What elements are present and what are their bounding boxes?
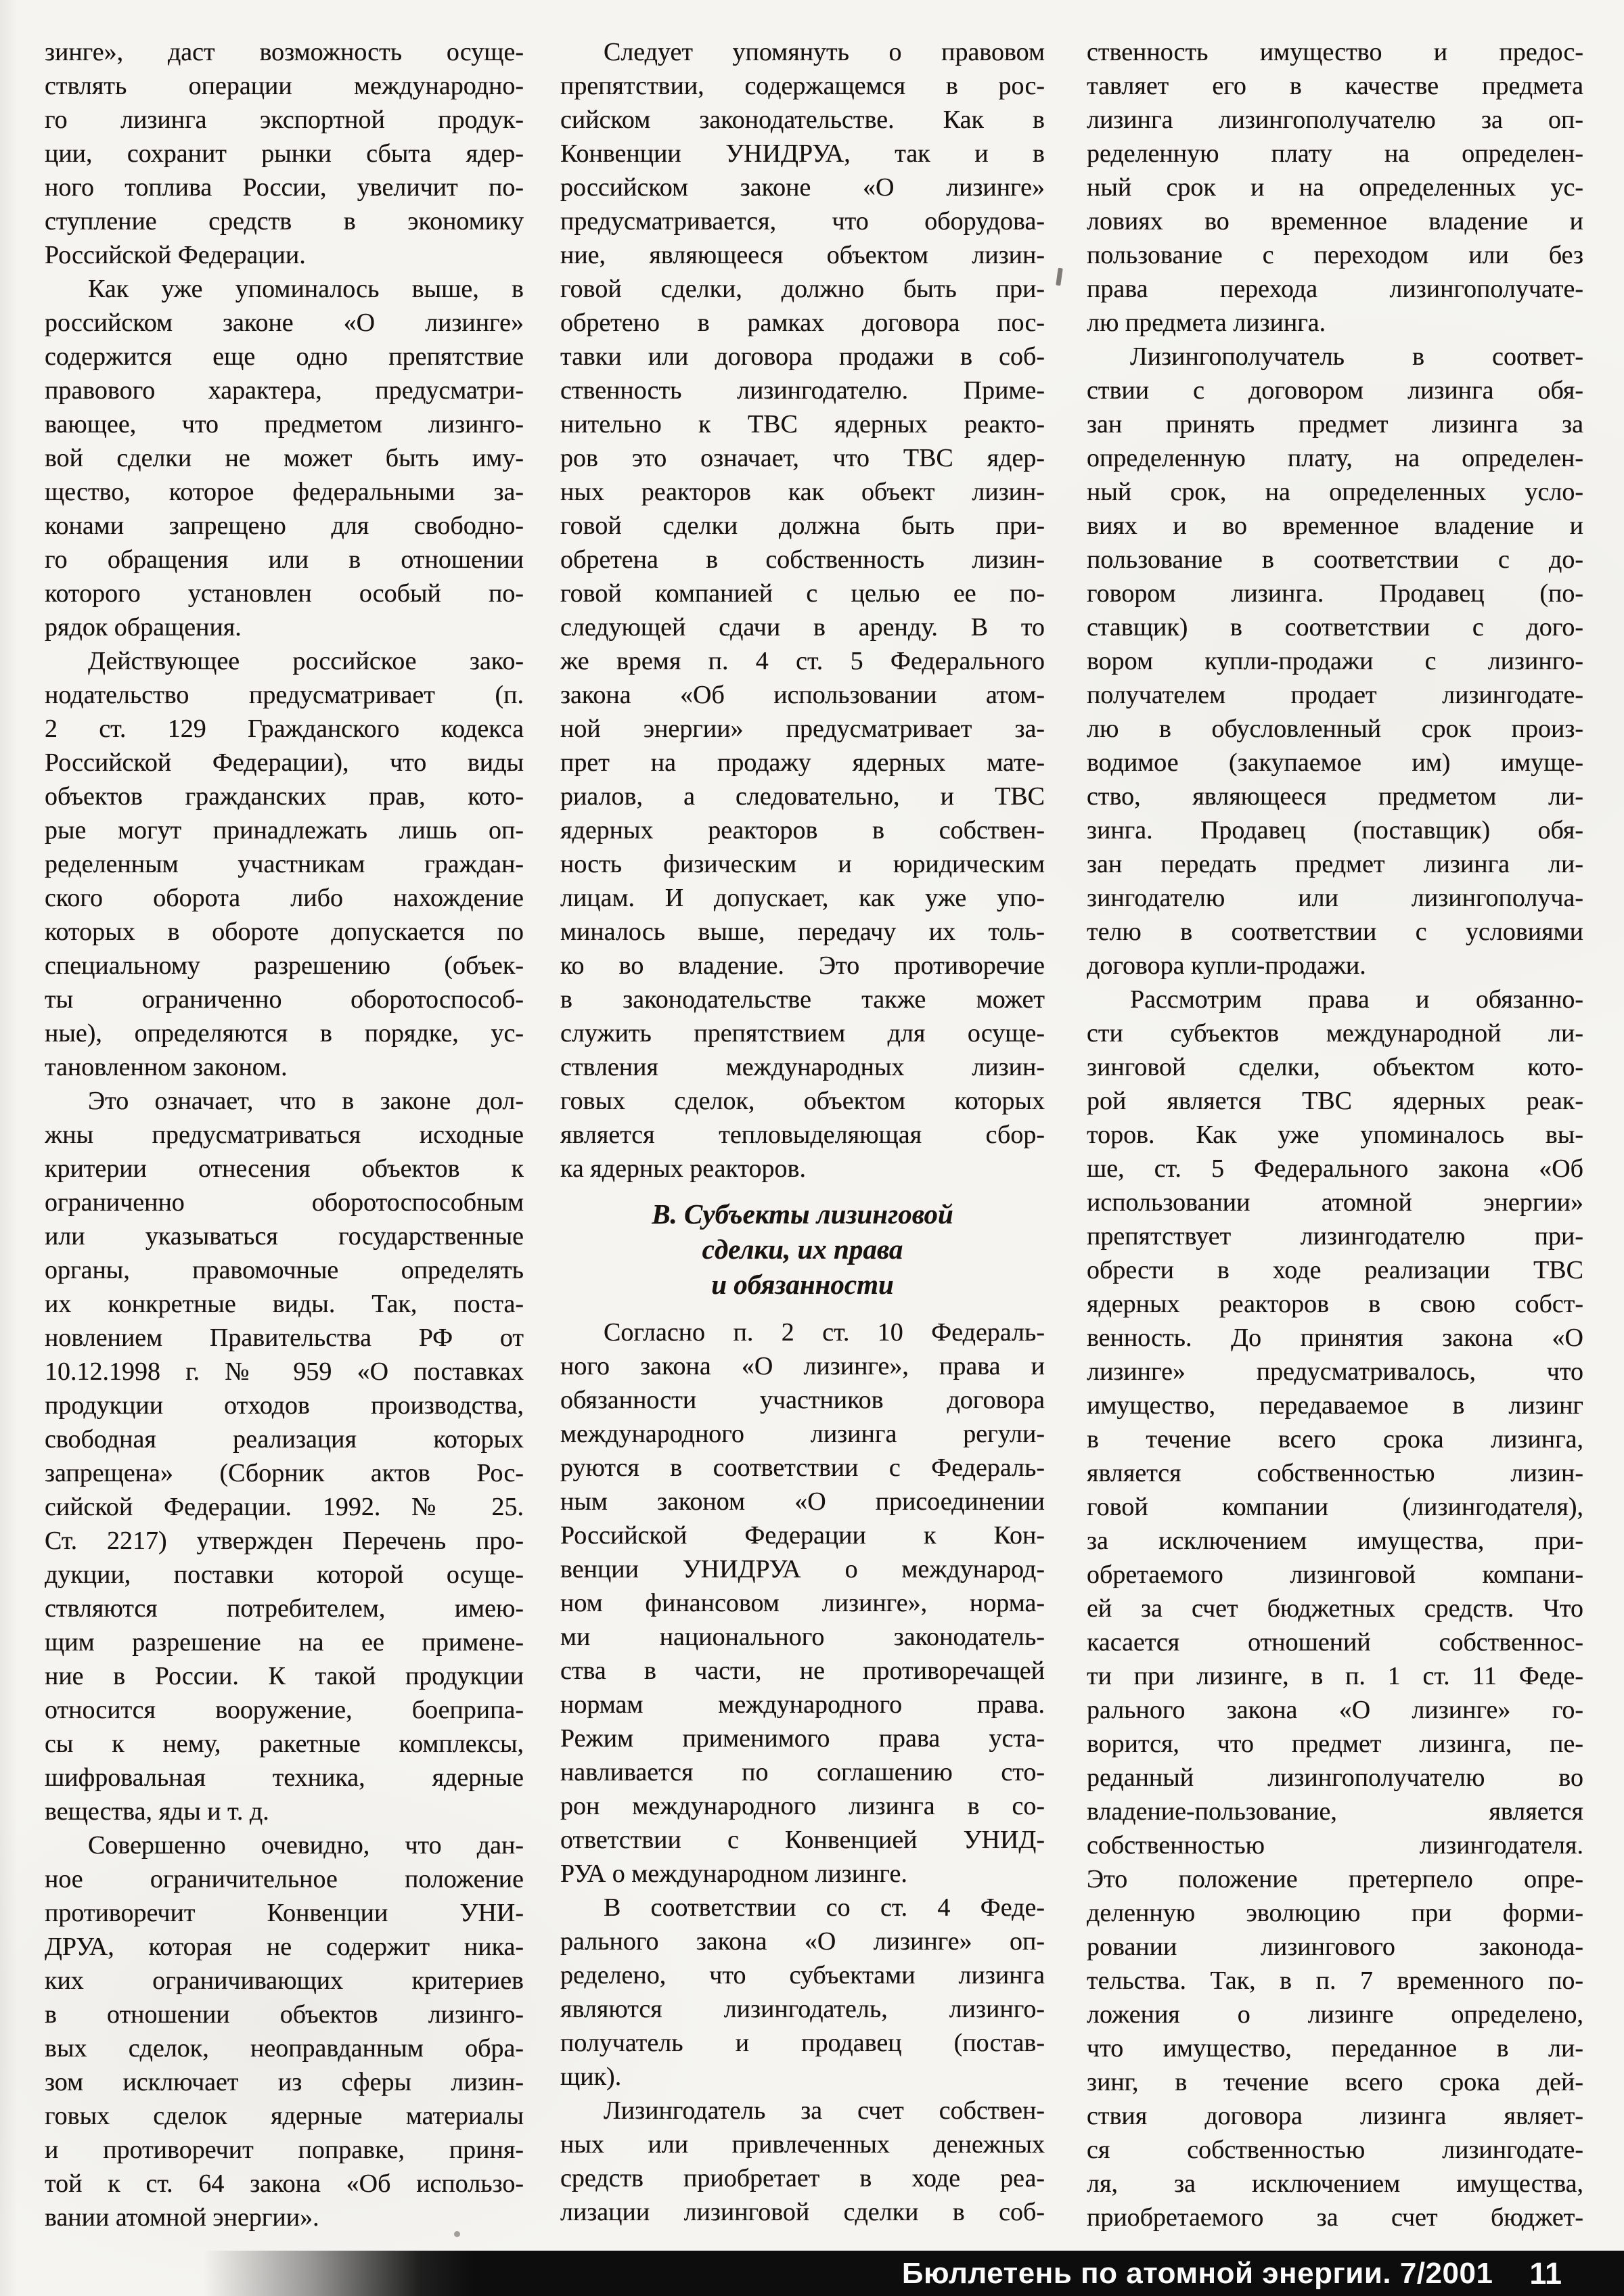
text-line: лизинге» предусматривалось, что [1087, 1357, 1583, 1386]
text-line: ции, сохранит рынки сбыта ядер- [45, 139, 524, 168]
text-line: препятствует лизингодателю при- [1087, 1222, 1583, 1251]
text-line: ложения о лизинге определено, [1087, 2000, 1583, 2029]
text-line: тельства. Так, в п. 7 временного по- [1087, 1966, 1583, 1995]
text-line: ный срок и на определенных ус- [1087, 173, 1583, 202]
text-line: в отношении объектов лизинго- [45, 2000, 524, 2029]
text-line: ном финансовом лизинге», норма- [560, 1589, 1045, 1617]
text-line: телю в соответствии с условиями [1087, 918, 1583, 946]
text-line: международного лизинга регули- [560, 1420, 1045, 1448]
text-line: Это означает, что в законе дол- [88, 1087, 524, 1115]
text-line: Российской Федерации. [45, 241, 306, 269]
text-line: или указываться государственные [45, 1222, 524, 1251]
text-line: щик). [560, 2063, 622, 2091]
text-line: ной энергии» предусматривает за- [560, 715, 1045, 743]
page-number: 11 [1529, 2255, 1562, 2291]
text-column-1 [45, 35, 524, 2234]
text-line: зингодателю или лизингополуча- [1087, 884, 1583, 912]
text-line: свободная реализация которых [45, 1425, 524, 1454]
paragraph [560, 1315, 1045, 1891]
text-line: сийской Федерации. 1992. № 25. [45, 1493, 524, 1521]
text-line: договора купли-продажи. [1087, 951, 1366, 980]
text-line: говой сделки должна быть при- [560, 512, 1045, 540]
text-line: использовании атомной энергии» [1087, 1188, 1583, 1217]
text-line: вором купли-продажи с лизинго- [1087, 647, 1583, 675]
text-line: ядерных реакторов в свою собст- [1087, 1290, 1583, 1318]
text-line: лизации лизинговой сделки в соб- [560, 2198, 1045, 2226]
text-line: ского оборота либо нахождение [45, 884, 524, 912]
text-line: навливается по соглашению сто- [560, 1758, 1045, 1786]
text-line: приобретаемого за счет бюджет- [1087, 2203, 1583, 2232]
text-line: обрести в ходе реализации ТВС [1087, 1256, 1583, 1284]
text-line: РУА о международном лизинге. [560, 1860, 907, 1888]
text-line: ми национального законодатель- [560, 1623, 1045, 1651]
text-line: получатель и продавец (постав- [560, 2029, 1045, 2057]
text-line: 10.12.1998 г. № 959 «О поставках [45, 1357, 524, 1386]
text-line: дукции, поставки которой осуще- [45, 1560, 524, 1589]
text-line: ределенную плату на определен- [1087, 139, 1583, 168]
text-line: относится вооружение, боеприпа- [45, 1696, 524, 1724]
text-line: пользование с переходом или без [1087, 241, 1583, 269]
text-line: ределенным участникам граждан- [45, 850, 524, 878]
text-line: зинге», даст возможность осуще- [45, 38, 524, 66]
text-line: ные), определяются в порядке, ус- [45, 1019, 524, 1048]
text-line: ко во владение. Это противоречие [560, 951, 1045, 980]
text-line: риалов, а следовательно, и ТВС [560, 782, 1045, 811]
text-line: в законодательстве также может [560, 985, 1045, 1014]
text-line: является собственностью лизин- [1087, 1459, 1583, 1487]
text-line: лизинга лизингополучателю за оп- [1087, 106, 1583, 134]
paragraph [45, 1828, 524, 2234]
text-line: в течение всего срока лизинга, [1087, 1425, 1583, 1454]
text-line: Режим применимого права уста- [560, 1724, 1045, 1753]
text-line: 2 ст. 129 Гражданского кодекса [45, 715, 524, 743]
text-line: рального закона «О лизинге» го- [1087, 1696, 1583, 1724]
section-heading [560, 1196, 1045, 1302]
text-line: деленную эволюцию при форми- [1087, 1899, 1583, 1927]
paragraph [1087, 35, 1583, 340]
text-line: которого установлен особый по- [45, 579, 524, 608]
text-line: ность физическим и юридическим [560, 850, 1045, 878]
text-line: имущество, передаваемое в лизинг [1087, 1391, 1583, 1420]
text-line: лю в обусловленный срок произ- [1087, 715, 1583, 743]
text-line: ствии с договором лизинга обя- [1087, 376, 1583, 405]
text-line: жны предусматриваться исходные [45, 1121, 524, 1149]
text-line: ступление средств в экономику [45, 207, 524, 235]
text-line: ствия договора лизинга являет- [1087, 2102, 1583, 2130]
text-line: ного топлива России, увеличит по- [45, 173, 524, 202]
text-line: го лизинга экспортной продук- [45, 106, 524, 134]
text-line: ДРУА, которая не содержит ника- [45, 1933, 524, 1961]
text-line: являются лизингодатель, лизинго- [560, 1995, 1045, 2023]
text-line: новлением Правительства РФ от [45, 1324, 524, 1352]
heading-line: В. Субъекты лизинговой [652, 1198, 953, 1230]
text-line: органы, правомочные определять [45, 1256, 524, 1284]
text-line: говой компании (лизингодателя), [1087, 1493, 1583, 1521]
text-line: вающее, что предметом лизинго- [45, 410, 524, 438]
text-line: Это положение претерпело опре- [1087, 1865, 1583, 1893]
text-line: миналось выше, передачу их толь- [560, 918, 1045, 946]
text-line: определенную плату, на определен- [1087, 444, 1583, 472]
text-line: препятствии, содержащемся в рос- [560, 72, 1045, 100]
text-line: ние в России. К такой продукции [45, 1662, 524, 1690]
paragraph [45, 272, 524, 644]
text-line: лю предмета лизинга. [1087, 309, 1326, 337]
text-line: объектов гражданских прав, кото- [45, 782, 524, 811]
text-line: зинг, в течение всего срока дей- [1087, 2068, 1583, 2096]
paragraph [560, 2094, 1045, 2229]
text-line: нодательство предусматривает (п. [45, 681, 524, 709]
text-line: ровании лизингового законода- [1087, 1933, 1583, 1961]
text-line: права перехода лизингополучате- [1087, 275, 1583, 303]
text-line: нительно к ТВС ядерных реакто- [560, 410, 1045, 438]
text-line: средств приобретает в ходе реа- [560, 2164, 1045, 2192]
text-line: Российской Федерации к Кон- [560, 1521, 1045, 1550]
paragraph [560, 35, 1045, 1186]
paragraph [45, 35, 524, 272]
text-line: обретаемого лизинговой компани- [1087, 1560, 1583, 1589]
text-line: ти при лизинге, в п. 1 ст. 11 Феде- [1087, 1662, 1583, 1690]
text-line: ствления международных лизин- [560, 1053, 1045, 1081]
text-line: рой является ТВС ядерных реак- [1087, 1087, 1583, 1115]
text-line: говой компанией с целью ее по- [560, 579, 1045, 608]
text-line: российском законе «О лизинге» [560, 173, 1045, 202]
text-line: сийском законодательстве. Как в [560, 106, 1045, 134]
text-line: виях и во временное владение и [1087, 512, 1583, 540]
text-line: зан принять предмет лизинга за [1087, 410, 1583, 438]
text-line: говых сделок, объектом которых [560, 1087, 1045, 1115]
text-line: говой сделки, должно быть при- [560, 275, 1045, 303]
text-line: лицам. И допускает, как уже упо- [560, 884, 1045, 912]
text-line: Рассмотрим права и обязанно- [1130, 985, 1583, 1014]
heading-line: сделки, их права [702, 1234, 903, 1265]
text-line: В соответствии со ст. 4 Феде- [604, 1893, 1045, 1922]
text-line: ный срок, на определенных усло- [1087, 478, 1583, 506]
text-line: же время п. 4 ст. 5 Федерального [560, 647, 1045, 675]
text-line: ствляются потребителем, имею- [45, 1594, 524, 1623]
text-line: правового характера, предусматри- [45, 376, 524, 405]
text-line: российском законе «О лизинге» [45, 309, 524, 337]
text-line: Российской Федерации), что виды [45, 748, 524, 777]
text-line: зом исключает из сферы лизин- [45, 2068, 524, 2096]
text-line: обретено в рамках договора пос- [560, 309, 1045, 337]
scan-speck [1056, 268, 1063, 286]
scan-speck [454, 2231, 460, 2237]
text-line: ка ядерных реакторов. [560, 1154, 807, 1183]
text-line: что имущество, переданное в ли- [1087, 2034, 1583, 2063]
text-line: касается отношений собственнос- [1087, 1628, 1583, 1657]
text-line: ответствии с Конвенцией УНИД- [560, 1826, 1045, 1854]
text-line: Следует упомянуть о правовом [604, 38, 1045, 66]
text-line: сти субъектов международной ли- [1087, 1019, 1583, 1048]
text-line: ля, за исключением имущества, [1087, 2169, 1583, 2198]
text-line: противоречит Конвенции УНИ- [45, 1899, 524, 1927]
text-line: щим разрешение на ее примене- [45, 1628, 524, 1657]
journal-title: Бюллетень по атомной энергии. 7/2001 [901, 2256, 1493, 2290]
text-line: ных или привлеченных денежных [560, 2130, 1045, 2159]
text-line: следующей сдачи в аренду. В то [560, 613, 1045, 641]
heading-line: и обязанности [711, 1269, 894, 1300]
text-line: нормам международного права. [560, 1690, 1045, 1719]
text-line: ворится, что предмет лизинга, пе- [1087, 1730, 1583, 1758]
text-line: ства в части, не противоречащей [560, 1657, 1045, 1685]
paragraph [1087, 340, 1583, 983]
text-line: ся собственностью лизингодате- [1087, 2136, 1583, 2164]
paragraph [1087, 983, 1583, 2234]
text-line: ких ограничивающих критериев [45, 1966, 524, 1995]
text-line: пользование в соответствии с до- [1087, 545, 1583, 574]
text-line: Согласно п. 2 ст. 10 Федераль- [604, 1318, 1045, 1347]
text-line: критерии отнесения объектов к [45, 1154, 524, 1183]
text-line: вой сделки не может быть иму- [45, 444, 524, 472]
text-line: ство, являющееся предметом ли- [1087, 782, 1583, 811]
text-line: рон международного лизинга в со- [560, 1792, 1045, 1820]
text-line: руются в соответствии с Федераль- [560, 1454, 1045, 1482]
text-line: специальному разрешению (объек- [45, 951, 524, 980]
text-line: ограниченно оборотоспособным [45, 1188, 524, 1217]
text-line: служить препятствием для осуще- [560, 1019, 1045, 1048]
text-line: ных реакторов как объект лизин- [560, 478, 1045, 506]
text-line: Действующее российское зако- [88, 647, 524, 675]
text-line: содержится еще одно препятствие [45, 342, 524, 371]
text-line: Лизингополучатель в соответ- [1130, 342, 1583, 371]
text-line: ядерных реакторов в собствен- [560, 816, 1045, 845]
text-line: ным законом «О присоединении [560, 1487, 1045, 1516]
text-line: ловиях во временное владение и [1087, 207, 1583, 235]
text-line: ределено, что субъектами лизинга [560, 1961, 1045, 1989]
text-line: обязанности участников договора [560, 1386, 1045, 1414]
text-line: тановленном законом. [45, 1053, 288, 1081]
text-line: ние, являющееся объектом лизин- [560, 241, 1045, 269]
text-line: Ст. 2217) утвержден Перечень про- [45, 1527, 524, 1555]
text-line: рые могут принадлежать лишь оп- [45, 816, 524, 845]
text-line: ного закона «О лизинге», права и [560, 1352, 1045, 1380]
text-line: шифровальная техника, ядерные [45, 1763, 524, 1792]
text-line: Совершенно очевидно, что дан- [88, 1831, 524, 1860]
text-line: водимое (закупаемое им) имуще- [1087, 748, 1583, 777]
text-line: ставщик) в соответствии с дого- [1087, 613, 1583, 641]
text-line: зинговой сделки, объектом кото- [1087, 1053, 1583, 1081]
text-line: ше, ст. 5 Федерального закона «Об [1087, 1154, 1583, 1183]
footer-bar [0, 2251, 1624, 2296]
text-line: конами запрещено для свободно- [45, 512, 524, 540]
text-line: рального закона «О лизинге» оп- [560, 1927, 1045, 1956]
text-line: тавляет его в качестве предмета [1087, 72, 1583, 100]
text-line: венции УНИДРУА о международ- [560, 1555, 1045, 1583]
text-line: прет на продажу ядерных мате- [560, 748, 1045, 777]
text-line: обретена в собственность лизин- [560, 545, 1045, 574]
text-line: вещества, яды и т. д. [45, 1797, 269, 1826]
text-line: запрещена» (Сборник актов Рос- [45, 1459, 524, 1487]
text-line: вании атомной энергии». [45, 2203, 319, 2232]
text-line: продукции отходов производства, [45, 1391, 524, 1420]
text-line: ствлять операции международно- [45, 72, 524, 100]
text-line: владение-пользование, является [1087, 1797, 1583, 1826]
text-line: ров это означает, что ТВС ядер- [560, 444, 1045, 472]
text-line: щество, которое федеральными за- [45, 478, 524, 506]
text-line: предусматривается, что оборудова- [560, 207, 1045, 235]
text-line: ное ограничительное положение [45, 1865, 524, 1893]
text-line: торов. Как уже упоминалось вы- [1087, 1121, 1583, 1149]
text-line: Конвенции УНИДРУА, так и в [560, 139, 1045, 168]
text-line: говором лизинга. Продавец (по- [1087, 579, 1583, 608]
text-line: той к ст. 64 закона «Об использо- [45, 2169, 524, 2198]
text-line: которых в обороте допускается по [45, 918, 524, 946]
text-line: за исключением имущества, при- [1087, 1527, 1583, 1555]
text-line: получателем продает лизингодате- [1087, 681, 1583, 709]
text-line: рядок обращения. [45, 613, 242, 641]
text-line: собственностью лизингодателя. [1087, 1831, 1583, 1860]
text-line: и противоречит поправке, приня- [45, 2136, 524, 2164]
paragraph [45, 644, 524, 1084]
text-column-2 [560, 35, 1045, 2229]
text-line: зан передать предмет лизинга ли- [1087, 850, 1583, 878]
text-line: говых сделок ядерные материалы [45, 2102, 524, 2130]
text-line: ей за счет бюджетных средств. Что [1087, 1594, 1583, 1623]
text-line: ты ограниченно оборотоспособ- [45, 985, 524, 1014]
text-column-3 [1087, 35, 1583, 2234]
text-line: сы к нему, ракетные комплексы, [45, 1730, 524, 1758]
paragraph [45, 1084, 524, 1828]
text-line: венность. До принятия закона «О [1087, 1324, 1583, 1352]
text-line: закона «Об использовании атом- [560, 681, 1045, 709]
paragraph [560, 1891, 1045, 2094]
text-line: Как уже упоминалось выше, в [88, 275, 524, 303]
text-line: тавки или договора продажи в соб- [560, 342, 1045, 371]
text-line: Лизингодатель за счет собствен- [604, 2096, 1045, 2125]
text-line: является тепловыделяющая сбор- [560, 1121, 1045, 1149]
text-line: реданный лизингополучателю во [1087, 1763, 1583, 1792]
text-line: их конкретные виды. Так, поста- [45, 1290, 524, 1318]
text-line: вых сделок, неоправданным обра- [45, 2034, 524, 2063]
text-line: ственность имущество и предос- [1087, 38, 1583, 66]
text-line: зинга. Продавец (поставщик) обя- [1087, 816, 1583, 845]
text-line: ственность лизингодателю. Приме- [560, 376, 1045, 405]
text-line: го обращения или в отношении [45, 545, 524, 574]
